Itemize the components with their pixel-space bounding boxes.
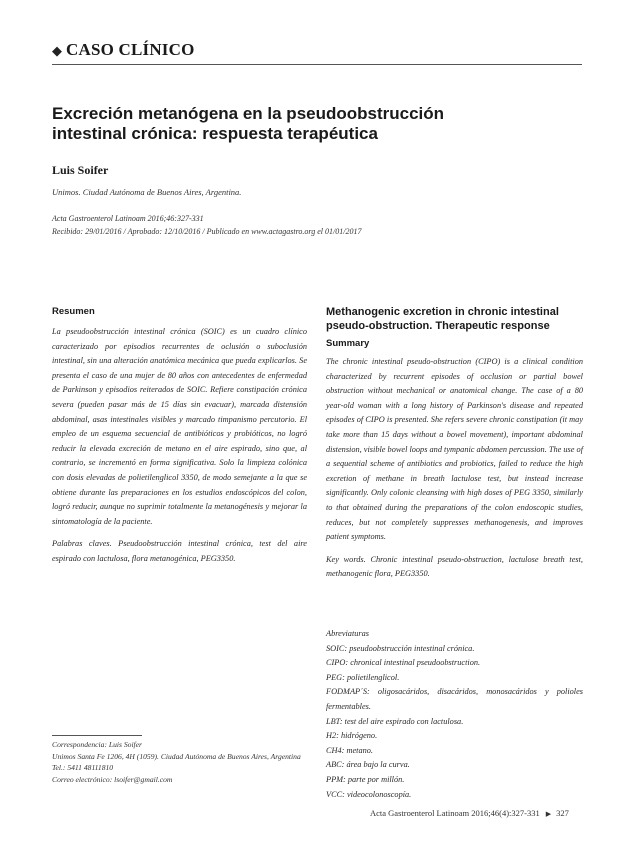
citation-block [52, 212, 592, 238]
correspondence-line: Correo electrónico: lsoifer@gmail.com [52, 774, 173, 784]
abbreviation-item: PEG: polietilenglicol. [326, 672, 400, 682]
summary-column [326, 306, 583, 582]
footnote-rule [52, 735, 142, 736]
publication-dates: Recibido: 29/01/2016 / Aprobado: 12/10/2016 / Publicado en www.actagastro.org el 01/01/2017 [52, 227, 362, 236]
triangle-right-icon: ▶ [545, 810, 552, 818]
correspondence-block [52, 739, 302, 785]
abbreviation-item: PPM: parte por millón. [326, 774, 405, 784]
summary-body: The chronic intestinal pseudo-obstruction (CIPO) is a clinical condition characterized by recurrent episodes of occlusion or partial bowel obstruction without mechanical or anatomical change. The case of a 80 year-old woman with a long history of Parkinson's disease and repeated episodes of CIPO is presented. She refers severe chronic constipation (it may take more than 15 days without a bowel movement), important abdominal distension, visible bowel loops and tympanic abdomen percussion. The use of a sequential scheme of antibiotics and probiotics, failed to reduce the high excretion of methane in breath lactulose test, but instead increase significantly. Only colonic cleansing with high doses of PEG 3350, similarly to that obtained during the preparations of the colon endoscopic studies, reduces, but not completely suppresses methanogenesis, and improves patient symptoms. [326, 357, 583, 542]
page-footer [370, 808, 600, 818]
abbreviation-item: ABC: área bajo la curva. [326, 760, 410, 770]
footer-citation: Acta Gastroenterol Latinoam 2016;46(4):327-331 [370, 808, 540, 818]
correspondence-line: Correspondencia: Luis Soifer [52, 740, 142, 749]
summary-heading: Summary [326, 338, 370, 349]
resumen-column [52, 306, 307, 567]
abbreviation-item: CH4: metano. [326, 745, 374, 755]
section-header [52, 40, 582, 66]
abbreviation-item: CIPO: chronical intestinal pseudoobstruction. [326, 658, 481, 668]
title-line-1: Excreción metanógena en la pseudoobstrucción [52, 104, 445, 123]
resumen-heading: Resumen [52, 306, 95, 317]
page-number: 327 [556, 808, 569, 818]
abbreviation-item: H2: hidrógeno. [326, 731, 378, 741]
abbreviation-item: SOIC: pseudoobstrucción intestinal crónica. [326, 643, 475, 653]
correspondence-line: Unimos Santa Fe 1206, 4H (1059). Ciudad Autónoma de Buenos Aires, Argentina [52, 751, 301, 761]
journal-citation: Acta Gastroenterol Latinoam 2016;46:327-331 [52, 214, 204, 223]
section-rule [52, 64, 582, 65]
abbreviations-title: Abreviaturas [326, 629, 370, 638]
affiliation: Unimos. Ciudad Autónoma de Buenos Aires, Argentina. [52, 187, 242, 197]
section-label: CASO CLÍNICO [66, 40, 195, 59]
abbreviations-block [326, 627, 583, 802]
summary-keywords: Key words. Chronic intestinal pseudo-obstruction, lactulose breath test, methanogenic flora, PEG3350. [326, 554, 583, 579]
title-line-2: intestinal crónica: respuesta terapéutica [52, 124, 378, 143]
abbreviation-item: VCC: videocolonoscopía. [326, 789, 412, 799]
english-title: Methanogenic excretion in chronic intestinal pseudo-obstruction. Therapeutic response [326, 306, 559, 332]
article-title [52, 104, 582, 144]
resumen-body: La pseudoobstrucción intestinal crónica (SOIC) es un cuadro clínico caracterizado por episodios recurrentes de oclusión o suboclusión intestinal, sin una alteración anatómica mecánica que pueda explicarlos. Se presenta el caso de una mujer de 80 años con antecedentes de enfermedad de Parkinson y episodios reiterados de SOIC. Refiere constipación crónica severa (pueden pasar más de 15 días sin evacuar), marcada distensión abdominal, asas intestinales visibles y marcado timpanismo percutorio. El empleo de un esquema secuencial de antibióticos y probióticos, no logró reducir la elevada excreción de metano en el aire espirado, sino que, al contrario, se incrementó en forma significativa. Solo la limpieza colónica con dosis elevadas de polietilenglicol 3350, de modo semejante a la que se obtiene durante las preparaciones en los estudios endoscópicos del colon, logró reducir, aunque no suprimir totalmente la metanogénesis y mejorar la sintomatología de la paciente. [52, 327, 307, 526]
resumen-keywords: Palabras claves. Pseudoobstrucción intestinal crónica, test del aire espirado con lactulosa, flora metanogénica, PEG3350. [52, 539, 307, 563]
author: Luis Soifer [52, 163, 109, 177]
correspondence-line: Tel.: 5411 48111810 [52, 763, 114, 773]
abbreviation-item: LBT: test del aire espirado con lactulosa. [326, 716, 464, 726]
diamond-icon: ◆ [52, 43, 62, 58]
abbreviation-item: FODMAP´S: oligosacáridos, disacáridos, monosacáridos y polioles fermentables. [326, 687, 583, 711]
